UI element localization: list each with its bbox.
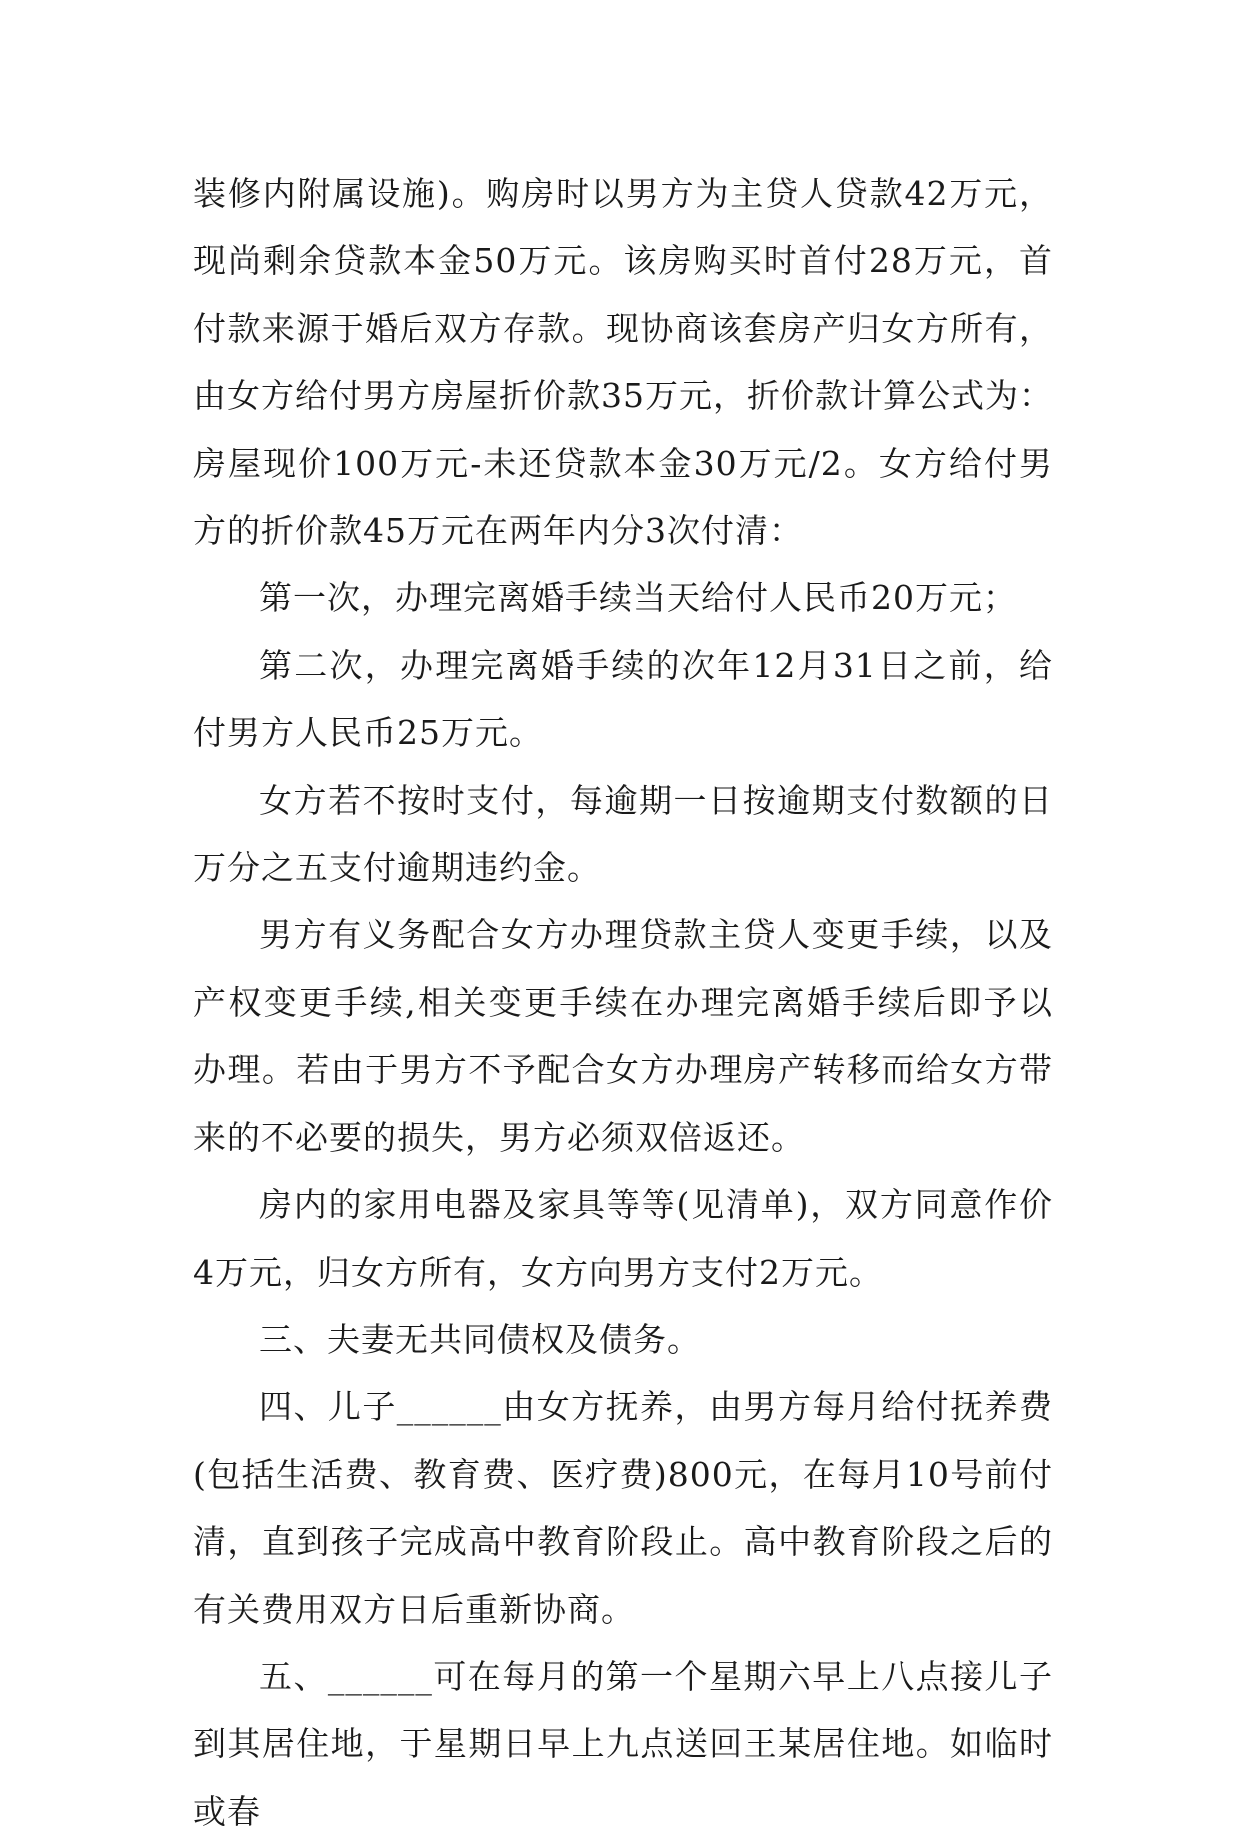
paragraph-clause-four: 四、儿子______由女方抚养，由男方每月给付抚养费(包括生活费、教育费、医疗费)800元，在每月10号前付清，直到孩子完成高中教育阶段止。高中教育阶段之后的有关费用双方日后重新协商。 bbox=[193, 1387, 1053, 1629]
paragraph-clause-three: 三、夫妻无共同债权及债务。 bbox=[259, 1319, 701, 1359]
paragraph-late-penalty: 女方若不按时支付，每逾期一日按逾期支付数额的日万分之五支付逾期违约金。 bbox=[193, 780, 1053, 888]
document-body bbox=[193, 160, 1053, 1845]
paragraph-loan-transfer: 男方有义务配合女方办理贷款主贷人变更手续，以及产权变更手续,相关变更手续在办理完离婚手续后即予以办理。若由于男方不予配合女方办理房产转移而给女方带来的不必要的损失，男方必须双倍返还。 bbox=[193, 915, 1053, 1157]
paragraph-clause-five: 五、______可在每月的第一个星期六早上八点接儿子到其居住地，于星期日早上九点送回王某居住地。如临时或春 bbox=[193, 1656, 1053, 1831]
paragraph-second-installment: 第二次，办理完离婚手续的次年12月31日之前，给付男方人民币25万元。 bbox=[193, 645, 1053, 753]
paragraph-property-payment: 装修内附属设施)。购房时以男方为主贷人贷款42万元，现尚剩余贷款本金50万元。该房购买时首付28万元，首付款来源于婚后双方存款。现协商该套房产归女方所有，由女方给付男方房屋折价款35万元，折价款计算公式为：房屋现价100万元-未还贷款本金30万元/2。女方给付男方的折价款45万元在两年内分3次付清： bbox=[193, 174, 1053, 551]
paragraph-furniture: 房内的家用电器及家具等等(见清单)，双方同意作价4万元，归女方所有，女方向男方支付2万元。 bbox=[193, 1185, 1053, 1292]
paragraph-first-installment: 第一次，办理完离婚手续当天给付人民币20万元； bbox=[259, 578, 1017, 618]
